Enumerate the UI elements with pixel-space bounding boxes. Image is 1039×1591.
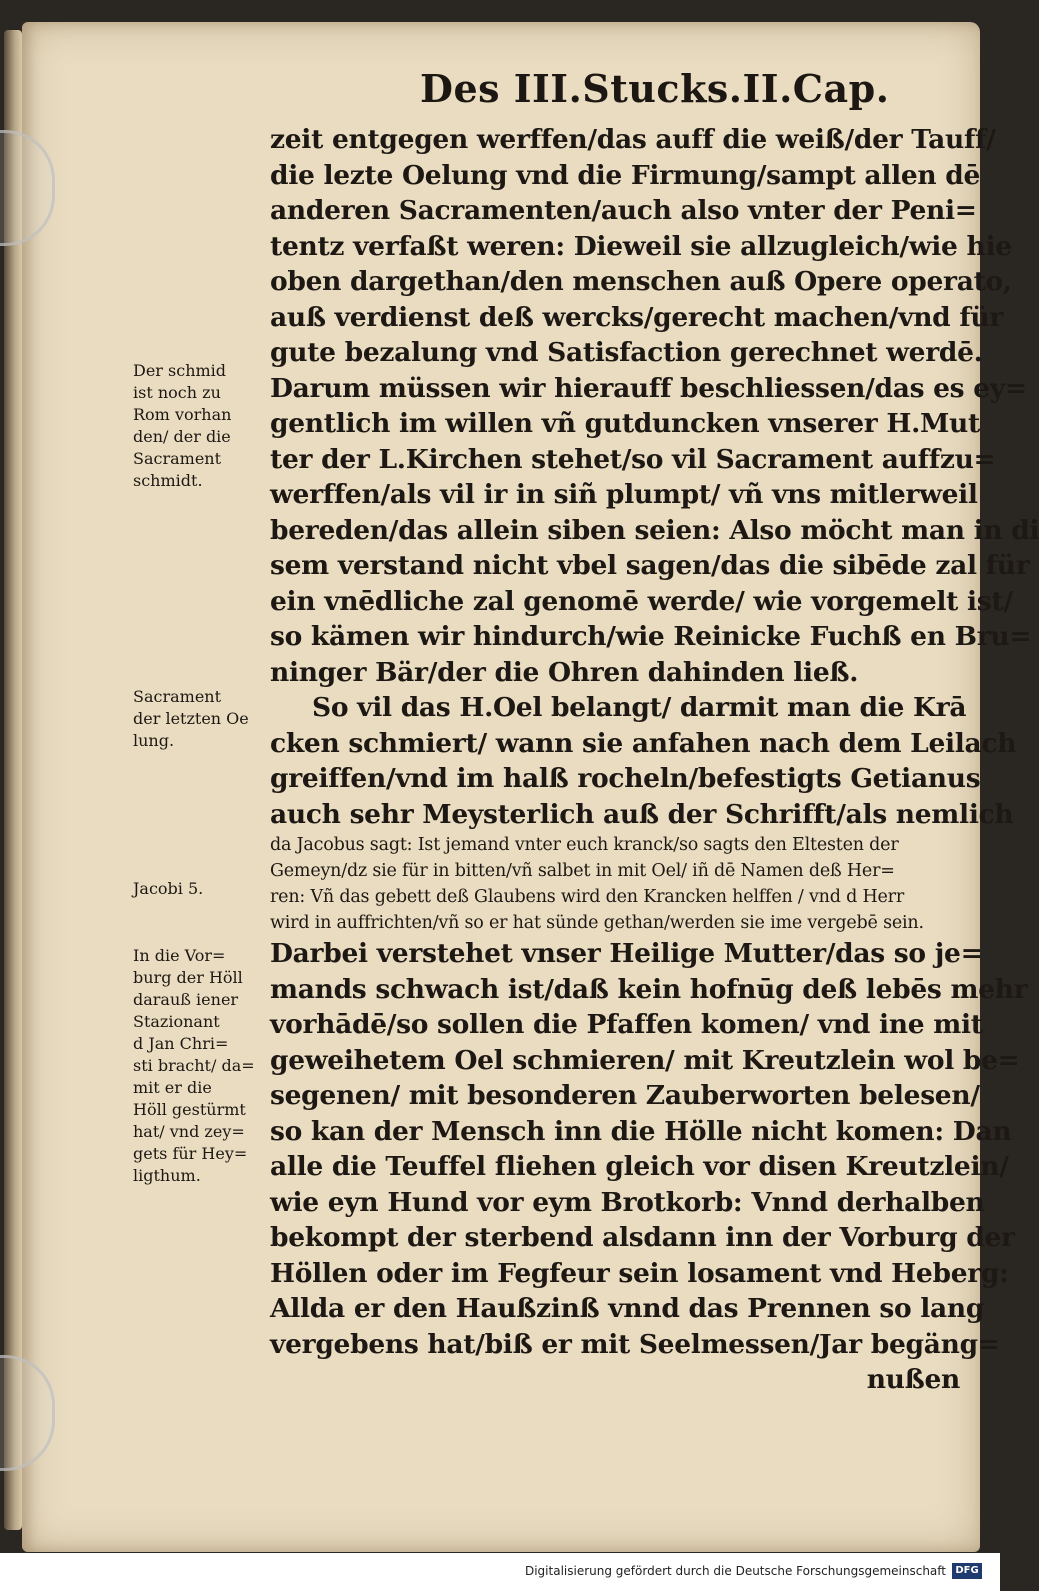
text-line: Allda er den Haußzinß vnnd das Prennen so lang [270,1293,985,1324]
funding-credit: Digitalisierung gefördert durch die Deutsche Forschungsgemeinschaft [524,1564,946,1578]
note-line: Höll gestürmt [133,1100,246,1119]
quote-line: wird in auffrichten/vñ so er hat sünde gethan/werden sie ime vergebē sein. [270,913,924,933]
note-line: den/ der die [133,427,231,446]
text-line: alle die Teuffel fliehen gleich vor disen Kreutzlein/ [270,1151,1009,1182]
marginal-note-3 [133,878,203,900]
marginal-note-2 [133,686,249,752]
text-line: vergebens hat/biß er mit Seelmessen/Jar begäng= [270,1328,1000,1360]
text-line: ninger Bär/der die Ohren dahinden ließ. [270,656,859,688]
note-line: Jacobi 5. [133,879,204,898]
note-line: hat/ vnd zey= [133,1122,245,1141]
text-line: vorhādē/so sollen die Pfaffen komen/ vnd ine mit [270,1009,983,1040]
text-line: tentz verfaßt weren: Dieweil sie allzugleich/wie hie [270,230,1012,262]
quote-line: Gemeyn/dz sie für in bitten/vñ salbet in mit Oel/ iñ dē Namen deß Her= [270,861,895,881]
text-line: bereden/das allein siben seien: Also möcht man in di [270,514,1039,546]
note-line: darauß iener [133,990,239,1009]
text-line: ter der L.Kirchen stehet/so vil Sacrament auffzu= [270,443,996,475]
text-line: so kan der Mensch inn die Hölle nicht komen: Dan [270,1115,1012,1147]
text-line: cken schmiert/ wann sie anfahen nach dem Leilach [270,727,1017,759]
text-line: gentlich im willen vñ gutduncken vnserer H.Mut [270,408,980,439]
text-line: ein vnēdliche zal genomē werde/ wie vorgemelt ist/ [270,585,1013,617]
note-line: Sacrament [133,687,222,706]
note-line: burg der Höll [133,968,243,987]
note-line: ligthum. [133,1166,201,1185]
text-line: segenen/ mit besonderen Zauberworten belesen/ [270,1080,980,1111]
note-line: In die Vor= [133,946,226,965]
text-line: auß verdienst deß wercks/gerecht machen/vnd für [270,301,1004,333]
main-text [270,122,1039,1398]
note-line: d Jan Chri= [133,1034,229,1053]
text-line: zeit entgegen werffen/das auff die weiß/der Tauff/ [270,124,996,155]
text-line: Höllen oder im Fegfeur sein losament vnd Heberg: [270,1257,1009,1289]
text-line: auch sehr Meysterlich auß der Schrifft/als nemlich [270,798,1014,830]
text-line: gute bezalung vnd Satisfaction gerechnet werdē. [270,337,983,368]
catchword: nußen [866,1364,960,1395]
book-page-edge [4,30,22,1530]
marginal-note-1 [133,360,231,492]
text-line: mands schwach ist/daß kein hofnūg deß lebēs mehr [270,973,1028,1005]
note-line: Stazionant [133,1012,220,1031]
text-line: so kämen wir hindurch/wie Reinicke Fuchß en Bru= [270,621,1032,652]
footer-bar [0,1553,1000,1591]
text-line: wie eyn Hund vor eym Brotkorb: Vnnd derhalben [270,1186,985,1218]
note-line: Rom vorhan [133,405,232,424]
text-line: Darum müssen wir hierauff beschliessen/das es ey= [270,372,1027,404]
note-line: mit er die [133,1078,212,1097]
paragraph-start-line: So vil das H.Oel belangt/ darmit man die Krā [312,692,967,723]
text-line: werffen/als vil ir in siñ plumpt/ vñ vns mitlerweil [270,479,978,510]
text-line: die lezte Oelung vnd die Firmung/sampt allen dē [270,159,981,191]
text-line: Darbei verstehet vnser Heilige Mutter/das so je= [270,938,983,969]
note-line: der letzten Oe [133,709,249,728]
note-line: Der schmid [133,361,227,380]
quote-line: ren: Vñ das gebett deß Glaubens wird den Krancken helffen / vnd d Herr [270,887,905,907]
text-line: sem verstand nicht vbel sagen/das die sibēde zal für [270,550,1030,581]
note-line: sti bracht/ da= [133,1056,255,1075]
note-line: gets für Hey= [133,1144,248,1163]
dfg-logo: DFG [952,1563,982,1579]
note-line: ist noch zu [133,383,221,402]
marginal-note-4 [133,945,255,1187]
note-line: schmidt. [133,471,203,490]
note-line: Sacrament [133,449,222,468]
note-line: lung. [133,731,175,750]
quote-line: da Jacobus sagt: Ist jemand vnter euch kranck/so sagts den Eltesten der [270,835,899,855]
text-line: anderen Sacramenten/auch also vnter der Peni= [270,195,977,226]
text-line: bekompt der sterbend alsdann inn der Vorburg der [270,1222,1015,1253]
text-line: oben dargethan/den menschen auß Opere operato, [270,266,1012,297]
text-line: greiffen/vnd im halß rocheln/befestigts Getianus [270,763,981,794]
text-line: geweihetem Oel schmieren/ mit Kreutzlein wol be= [270,1044,1020,1076]
running-title: Des III.Stucks.II.Cap. [420,66,890,111]
